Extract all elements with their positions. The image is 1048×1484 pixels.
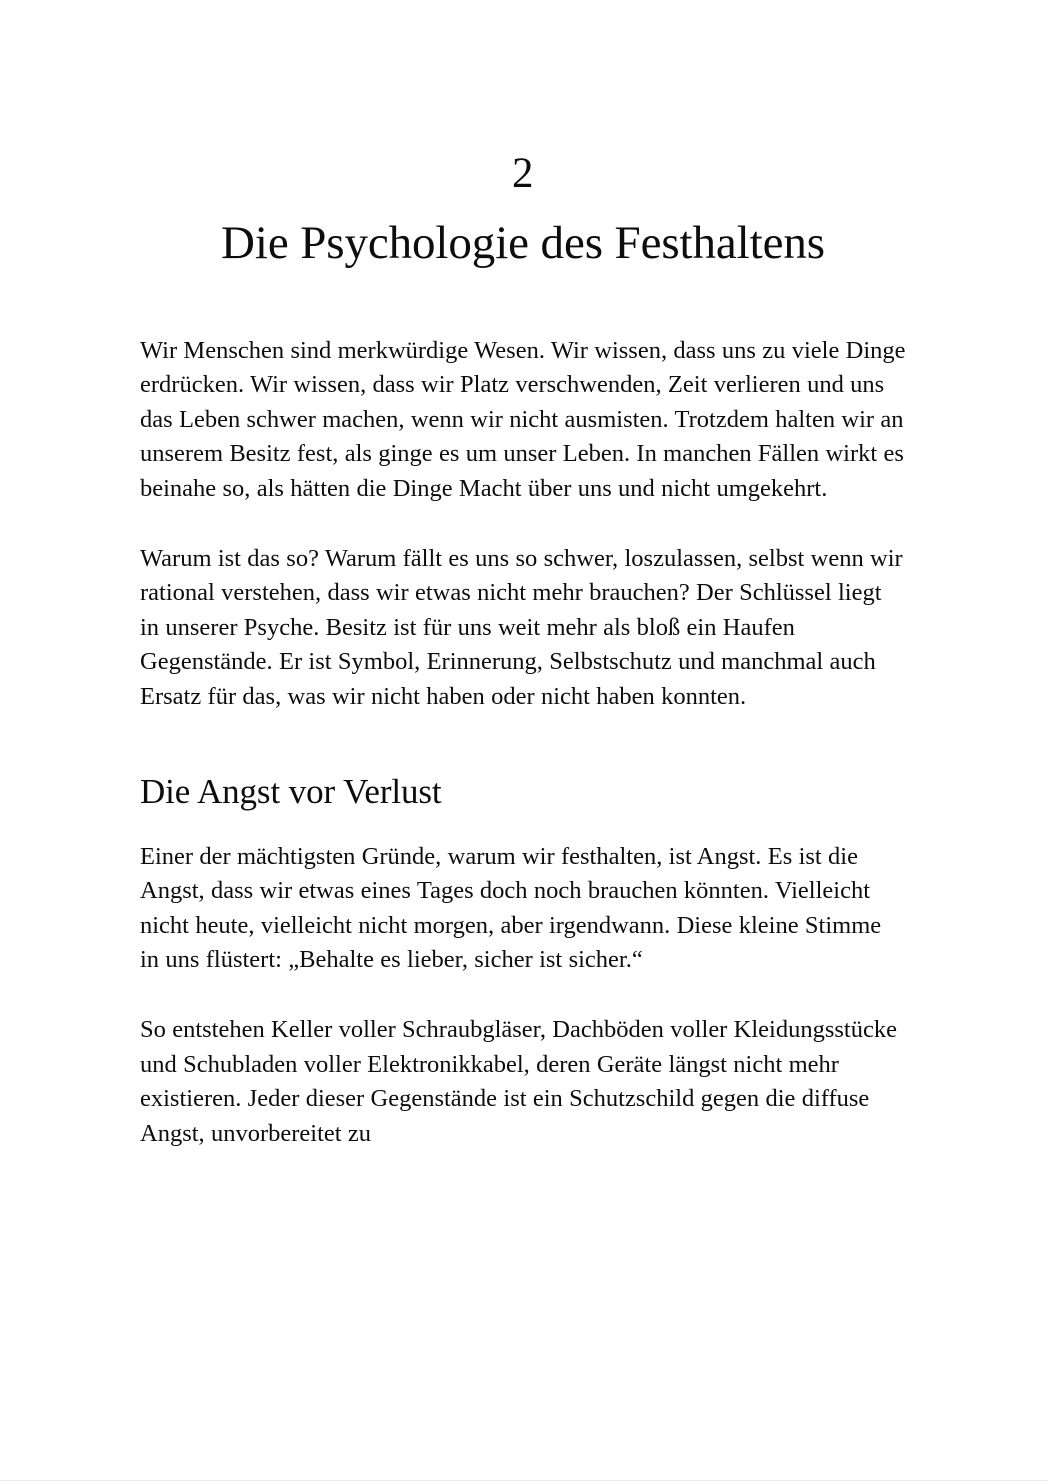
paragraph: Einer der mächtigsten Gründe, warum wir festhalten, ist Angst. Es ist die Angst, dass wir etwas eines Tages doch noch brauchen könnten. Vielleicht nicht heute, vielleicht nicht morgen, aber irgendwann. Diese kleine Stimme in uns flüstert: „Behalte es lieber, sicher ist sicher.“ [140,842,882,974]
paragraph: Warum ist das so? Warum fällt es uns so schwer, loszulassen, selbst wenn wir rational verstehen, dass wir etwas nicht mehr brauchen? Der Schlüssel liegt in unserer Psyche. Besitz ist für uns weit mehr als bloß ein Haufen Gegenstände. Er ist Symbol, Erinnerung, Selbstschutz und manchmal auch Ersatz für das, was wir nicht haben oder nicht haben konnten. [140,544,903,710]
paragraph: So entstehen Keller voller Schraubgläser, Dachböden voller Kleidungsstücke und Schubladen voller Elektronikkabel, deren Geräte längst nicht mehr existieren. Jeder dieser Gegenstände ist ein Schutzschild gegen die diffuse Angst, unvorbereitet zu [140,1015,897,1147]
chapter-number: 2 [512,150,534,197]
paragraph: Wir Menschen sind merkwürdige Wesen. Wir wissen, dass uns zu viele Dinge erdrücken. Wir wissen, dass wir Platz verschwenden, Zeit verlieren und uns das Leben schwer machen, wenn wir nicht ausmisten. Trotzdem halten wir an unserem Besitz fest, als ginge es um unser Leben. In manchen Fällen wirkt es beinahe so, als hätten die Dinge Macht über uns und nicht umgekehrt. [140,336,906,502]
chapter-title: Die Psychologie des Festhaltens [221,217,825,269]
page-boundary-rule [0,1480,1048,1481]
page-content-column [140,0,906,1151]
section-heading-die-angst-vor-verlust: Die Angst vor Verlust [140,771,442,811]
chapter-intro-body [140,270,906,1152]
